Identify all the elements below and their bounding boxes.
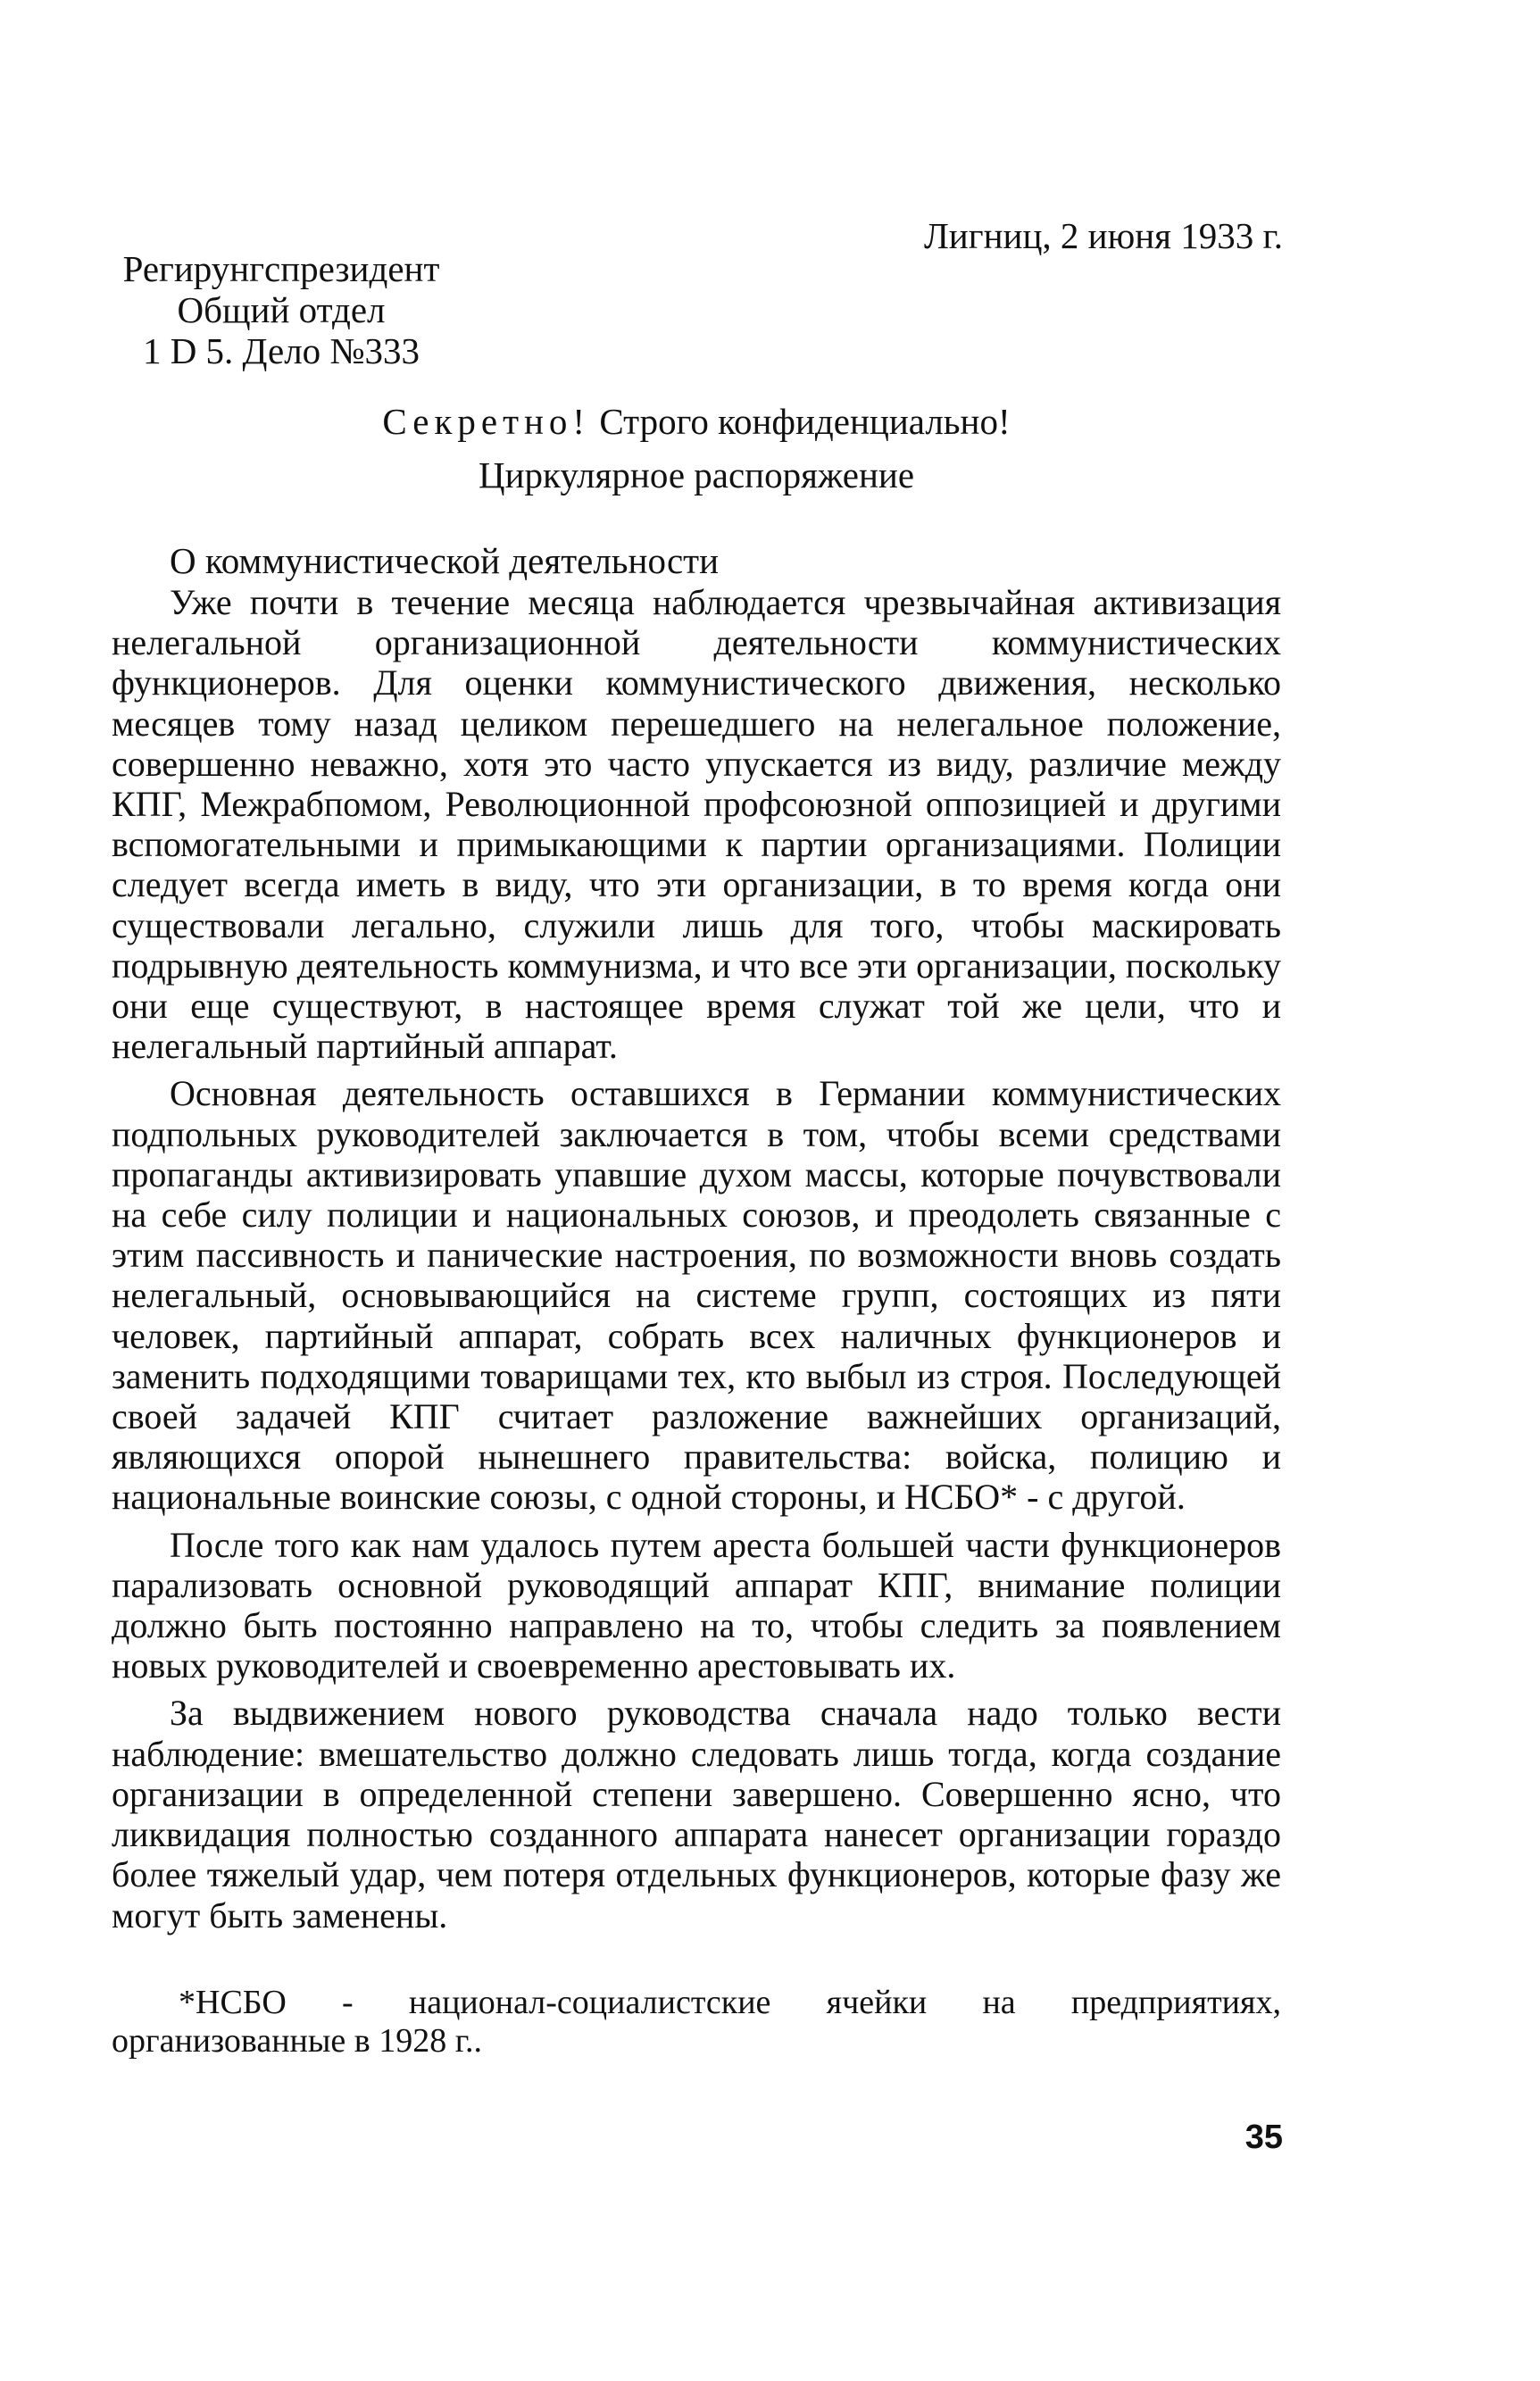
paragraph: Основная деятельность оставшихся в Германии коммунистических подпольных руководителей заключается в том, чтобы всеми средствами пропаганды активизировать упавшие духом массы, которые почувствовали на себе силу полиции и национальных союзов, и преодолеть связанные с этим пассивность и панические настроения, по возможности вновь создать нелегальный, основывающийся на системе групп, состоящих из пяти человек, партийный аппарат, собрать всех наличных функционеров и заменить подходящими товарищами тех, кто выбыл из строя. Последующей своей задачей КПГ считает разложение важнейших организаций, являющихся опорой нынешнего правительства: войска, полицию и национальные воинские союзы, с одной стороны, и НСБО* - с другой. [112, 1073, 1281, 1518]
document-title: Циркулярное распоряжение [478, 454, 915, 495]
sender-block [112, 248, 451, 371]
sender-file-number: 1 D 5. Дело №333 [142, 330, 420, 371]
place-date: Лигниц, 2 июня 1933 г. [924, 215, 1283, 256]
page-number: 35 [1244, 2119, 1283, 2156]
sender-authority: Регирунгспрезидент [122, 248, 440, 289]
secrecy-heading [0, 400, 1393, 443]
subject-line: О коммунистической деятельности [170, 540, 720, 581]
paragraph: После того как нам удалось путем ареста большей части функционеров парализовать основной руководящий аппарат КПГ, внимание полиции должно быть постоянно направлено на то, чтобы следить за появлением новых руководителей и своевременно арестовывать их. [112, 1524, 1281, 1686]
confidential-text: Строго конфиденциально! [590, 401, 1011, 442]
sender-department: Общий отдел [177, 289, 386, 330]
body-text [112, 582, 1281, 1943]
paragraph: Уже почти в течение месяца наблюдается чрезвычайная активизация нелегальной организационной деятельности коммунистических функционеров. Для оценки коммунистического движения, несколько месяцев тому назад целиком перешедшего на нелегальное положение, совершенно неважно, хотя это часто упускается из виду, различие между КПГ, Межрабпомом, Революционной профсоюзной оппозицией и другими вспомогательными и примыкающими к партии организациями. Полиции следует всегда иметь в виду, что эти организации, в то время когда они существовали легально, служили лишь для того, чтобы маскировать подрывную деятельность коммунизма, и что все эти организации, поскольку они еще существуют, в настоящее время служат той же цели, что и нелегальный партийный аппарат. [112, 582, 1281, 1067]
footnote: *НСБО - национал-социалистские ячейки на предприятиях, организованные в 1928 г.. [112, 1984, 1281, 2060]
paragraph: За выдвижением нового руководства сначала надо только вести наблюдение: вмешательство должно следовать лишь тогда, когда создание организации в определенной степени завершено. Совершенно ясно, что ликвидация полностью созданного аппарата нанесет организации гораздо более тяжелый удар, чем потеря отдельных функционеров, которые фазу же могут быть заменены. [112, 1693, 1281, 1936]
secret-word: Секретно! [382, 401, 591, 442]
